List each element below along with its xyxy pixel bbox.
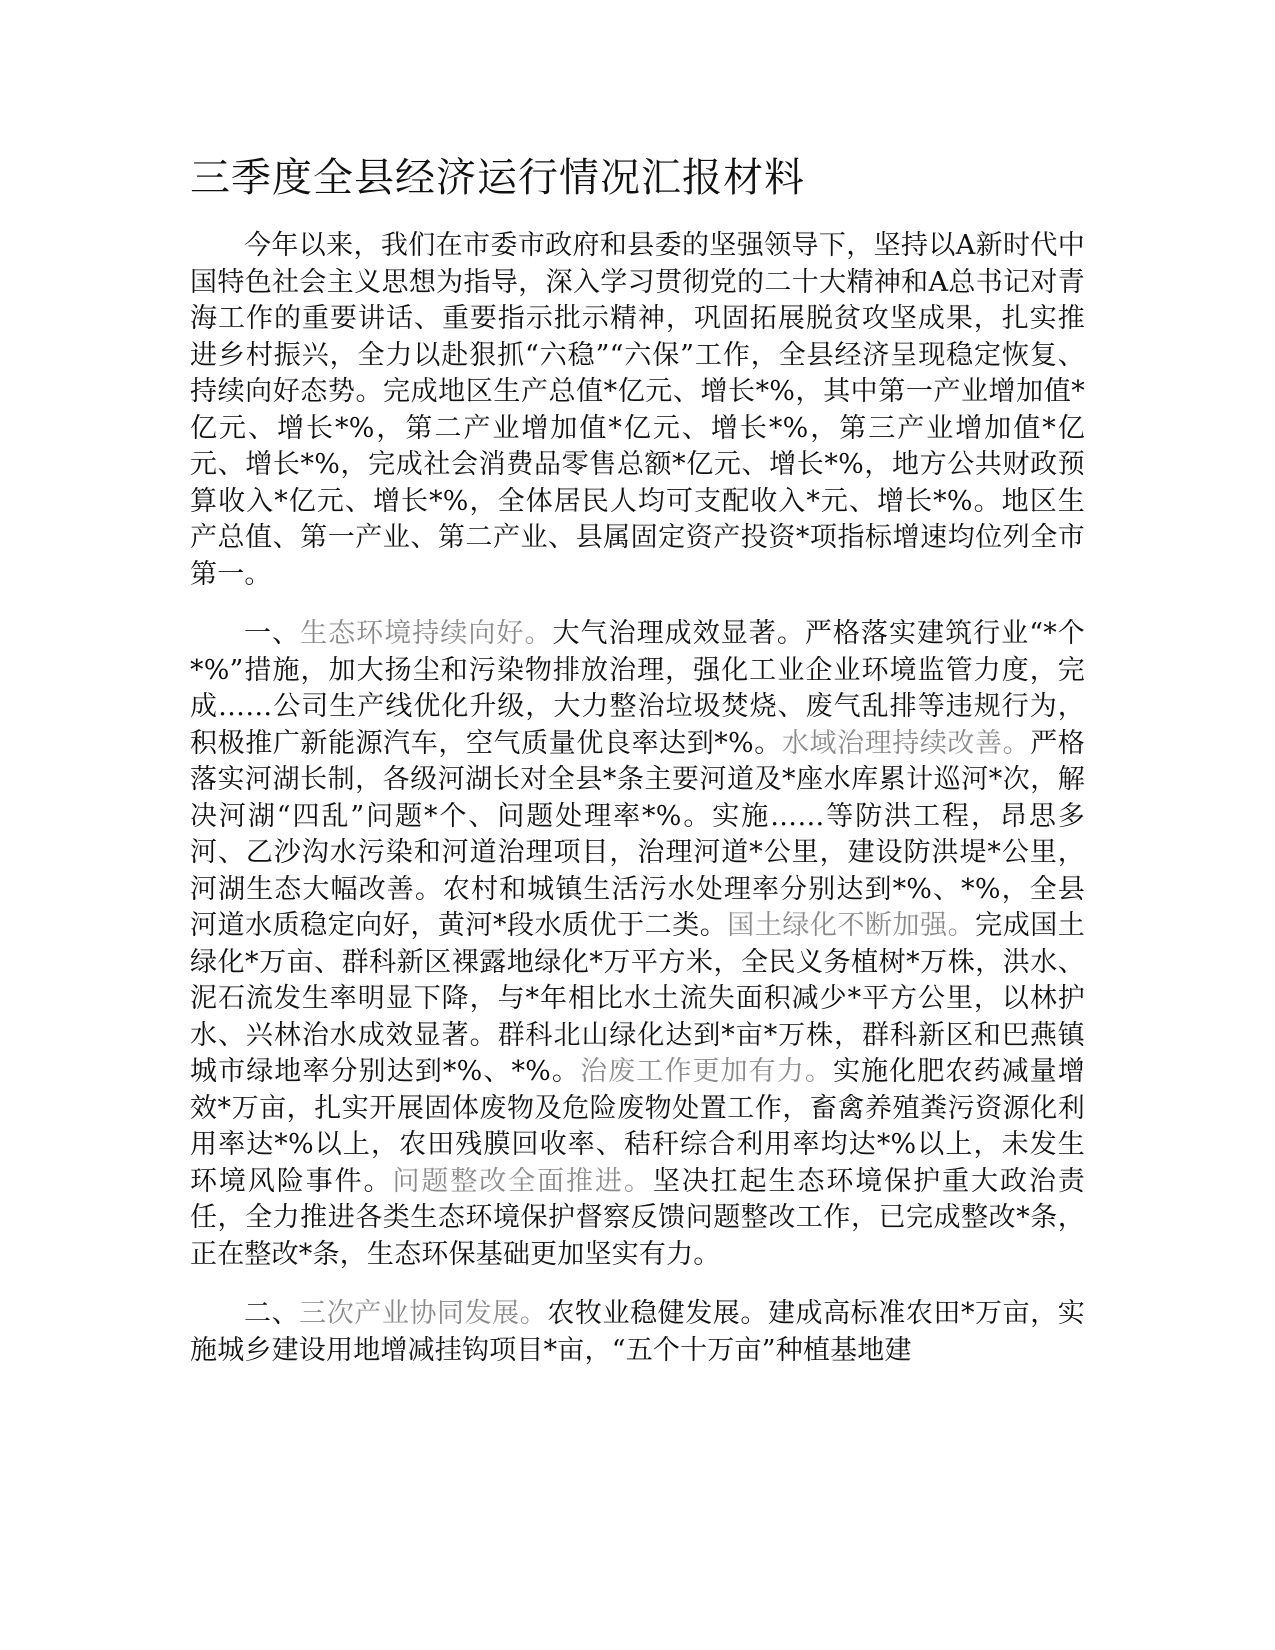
section-1-sub4-title: 治废工作更加有力。 <box>580 1056 833 1087</box>
intro-paragraph: 今年以来，我们在市委市政府和县委的坚强领导下，坚持以A新时代中国特色社会主义思想为指导，深入学习贯彻党的二十大精神和A总书记对青海工作的重要讲话、重要指示批示精神，巩固拓展脱贫攻坚成果，扎实推进乡村振兴，全力以赴狠抓“六稳”“六保”工作，全县经济呈现稳定恢复、持续向好态势。完成地区生产总值*亿元、增长*%，其中第一产业增加值*亿元、增长*%，第二产业增加值*亿元、增长*%，第三产业增加值*亿元、增长*%，完成社会消费品零售总额*亿元、增长*%，地方公共财政预算收入*亿元、增长*%，全体居民人均可支配收入*元、增长*%。地区生产总值、第一产业、第二产业、县属固定资产投资*项指标增速均位列全市第一。 <box>190 230 1085 590</box>
section-1-sub1-text: 严格落实建筑行业“*个*%”措施，加大扬尘和污染物排放治理，强化工业企业环境监管力度，完成……公司生产线优化升级，大力整治垃圾焚烧、废气乱排等违规行为，积极推广新能源汽车，空气质量优良率达到*%。 <box>190 618 1085 759</box>
section-1-sub5-title: 问题整改全面推进。 <box>392 1165 653 1197</box>
section-2-sub1-text: 建成高标准农田*万亩，实施城乡建设用地增减挂钩项目*亩，“五个十万亩”种植基地建 <box>190 1298 1085 1366</box>
section-1-paragraph <box>190 616 1085 1273</box>
section-1-sub2-title: 水域治理持续改善。 <box>781 727 1031 759</box>
section-1-sub4-text: 实施化肥农药减量增效*万亩，扎实开展固体废物及危险废物处置工作，畜禽养殖粪污资源化利用率达*%以上，农田残膜回收率、秸秆综合利用率均达*%以上，未发生环境风险事件。 <box>190 1056 1085 1197</box>
section-2-paragraph <box>190 1296 1085 1369</box>
section-1-sub2-text: 严格落实河湖长制，各级河湖长对全县*条主要河道及*座水库累计巡河*次，解决河湖“四乱”问题*个、问题处理率*%。实施……等防洪工程，昂思多河、乙沙沟水污染和河道治理项目，治理河道*公里，建设防洪堤*公里，河湖生态大幅改善。农村和城镇生活污水处理率分别达到*%、*%，全县河道水质稳定向好，黄河*段水质优于二类。 <box>190 727 1085 941</box>
section-1-sub3-title: 国土绿化不断加强。 <box>727 910 976 941</box>
document-page <box>190 150 1085 1369</box>
section-2-sub1-title: 农牧业稳健发展。 <box>547 1298 768 1329</box>
section-1-sub1-title: 大气治理成效显著。 <box>552 618 805 649</box>
section-1-sub3-text: 完成国土绿化*万亩、群科新区裸露地绿化*万平方米，全民义务植树*万株，洪水、泥石流发生率明显下降，与*年相比水土流失面积减少*平方公里，以林护水、兴林治水成效显著。群科北山绿化达到*亩*万株，群科新区和巴燕镇城市绿地率分别达到*%、*%。 <box>190 910 1085 1087</box>
section-2-number: 二、 <box>244 1298 300 1329</box>
section-1-number: 一、 <box>244 618 301 649</box>
section-2-heading: 三次产业协同发展。 <box>299 1298 548 1329</box>
section-1-sub5-text: 坚决扛起生态环境保护重大政治责任，全力推进各类生态环境保护督察反馈问题整改工作，已完成整改*条，正在整改*条，生态环保基础更加坚实有力。 <box>190 1165 1085 1270</box>
section-1-heading: 生态环境持续向好。 <box>300 618 553 649</box>
document-title: 三季度全县经济运行情况汇报材料 <box>190 155 805 201</box>
